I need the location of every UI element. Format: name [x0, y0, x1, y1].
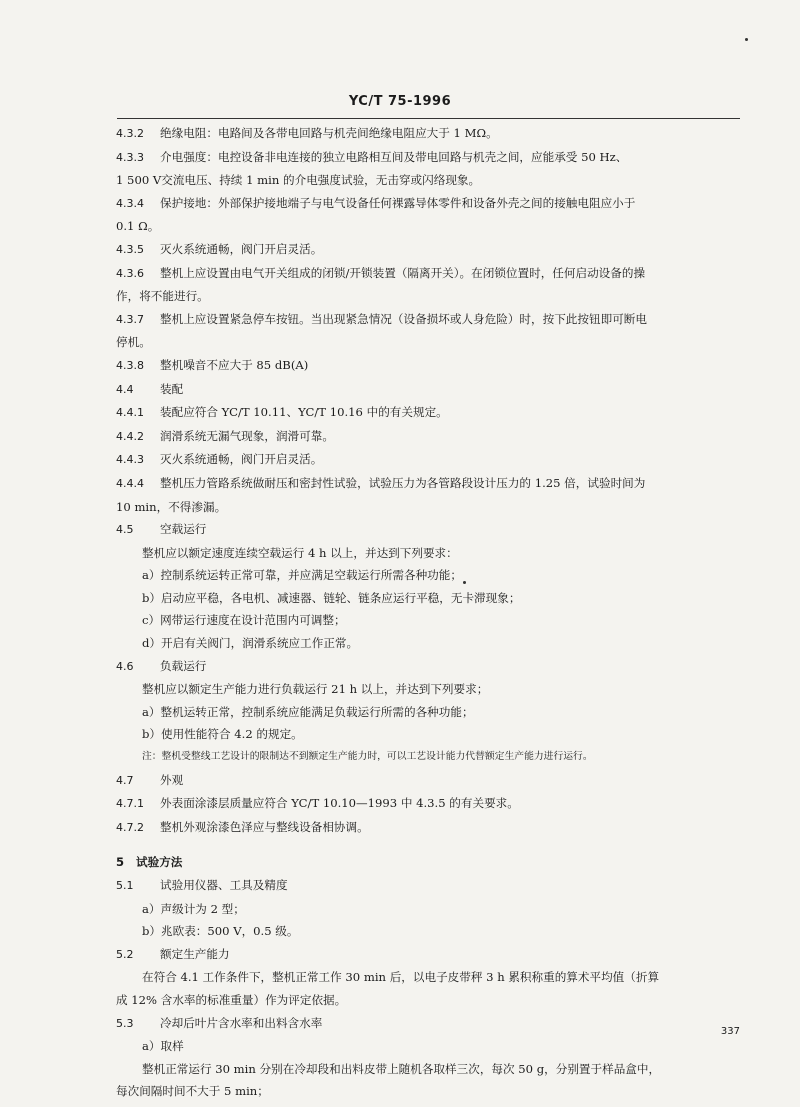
clause-text: 装配	[160, 381, 184, 396]
text-line	[116, 636, 740, 650]
clause-text: d）开启有关阀门，润滑系统应工作正常。	[142, 636, 359, 651]
clause-line	[116, 947, 740, 962]
clause-text: a）声级计为 2 型；	[142, 901, 245, 916]
clause-number: 4.4	[116, 382, 134, 396]
text-line	[116, 1084, 740, 1098]
clause-number: 4.7.1	[116, 797, 144, 811]
clause-text: 介电强度：电控设备非电连接的独立电路相互间及带电回路与机壳之间，应能承受 50 Hz、	[160, 149, 628, 164]
clause-text: 冷却后叶片含水率和出料含水率	[160, 1015, 323, 1030]
section-5-heading	[116, 855, 740, 869]
clause-text: c）网带运行速度在设计范围内可调整；	[142, 613, 346, 628]
text-line	[116, 902, 740, 916]
clause-number: 4.4.2	[116, 429, 144, 443]
clause-line	[116, 522, 740, 537]
clause-text: 整机上应设置紧急停车按钮。当出现紧急情况（设备损坏或人身危险）时，按下此按钮即可断电	[160, 311, 647, 326]
clause-number: 4.4.4	[116, 476, 144, 490]
clause-text: 作，将不能进行。	[116, 289, 209, 304]
clause-text: b）启动应平稳，各电机、减速器、链轮、链条应运行平稳，无卡滞现象；	[142, 590, 521, 605]
text-line	[116, 705, 740, 719]
section-5-number: 5	[116, 855, 125, 870]
clause-number: 4.3.4	[116, 196, 144, 210]
page-header-code: YC/T 75-1996	[348, 94, 452, 109]
clause-number: 4.4.1	[116, 406, 144, 420]
text-line	[116, 924, 740, 938]
clause-number: 4.4.3	[116, 453, 144, 467]
clause-line	[116, 878, 740, 893]
clause-text: 1 500 V交流电压、持续 1 min 的介电强度试验，无击穿或闪络现象。	[116, 173, 481, 188]
page-number: 337	[720, 1026, 740, 1037]
text-line	[116, 1062, 740, 1076]
clause-number: 4.3.5	[116, 242, 144, 256]
clause-line	[116, 820, 740, 835]
text-line	[116, 219, 740, 233]
clause-text: 整机正常运行 30 min 分别在冷却段和出料皮带上随机各取样三次，每次 50 g，分别置于样品盒中，	[142, 1061, 661, 1076]
clause-text: 在符合 4.1 工作条件下，整机正常工作 30 min 后，以电子皮带秤 3 h 累积称重的算术平均值（折算	[142, 970, 660, 985]
clause-text: 试验用仪器、工具及精度	[160, 878, 288, 892]
text-line	[116, 500, 740, 514]
clause-number: 4.3.3	[116, 150, 144, 164]
clause-text: 外表面涂漆层质量应符合 YC/T 10.10—1993 中 4.3.5 的有关要求。	[160, 796, 519, 811]
clause-text: a）整机运转正常，控制系统应能满足负载运行所需的各种功能；	[142, 704, 474, 719]
clause-number: 4.3.8	[116, 358, 144, 372]
clause-line	[116, 196, 740, 211]
clause-line	[116, 659, 740, 674]
text-line	[116, 546, 740, 560]
clause-text: 保护接地：外部保护接地端子与电气设备任何裸露导体零件和设备外壳之间的接触电阻应小于	[160, 195, 636, 210]
clause-text: 10 min，不得渗漏。	[116, 499, 227, 514]
clause-number: 4.3.2	[116, 127, 144, 140]
scan-speck	[463, 581, 466, 584]
clause-number: 4.7.2	[116, 820, 144, 834]
clause-number: 4.7	[116, 773, 134, 787]
text-line	[116, 613, 740, 627]
text-line	[116, 727, 740, 741]
clause-number: 4.3.6	[116, 266, 144, 280]
clause-line	[116, 476, 740, 491]
clause-text: 0.1 Ω。	[116, 219, 160, 234]
text-line	[116, 970, 740, 984]
clause-text: a）取样	[142, 1039, 184, 1054]
clause-number: 5.3	[116, 1016, 134, 1030]
clause-text: 停机。	[116, 335, 151, 350]
clause-line	[116, 405, 740, 420]
clause-number: 5.2	[116, 947, 134, 961]
clause-line	[116, 1016, 740, 1031]
clause-text: 绝缘电阻：电路间及各带电回路与机壳间绝缘电阻应大于 1 MΩ。	[160, 126, 498, 140]
scan-speck	[745, 38, 748, 41]
clause-text: 注：整机受整线工艺设计的限制达不到额定生产能力时，可以工艺设计能力代替额定生产能力进行运行。	[142, 751, 593, 763]
clause-text: 整机上应设置由电气开关组成的闭锁/开锁装置（隔离开关）。在闭锁位置时，任何启动设备的操	[160, 265, 646, 280]
clause-list-4	[116, 126, 740, 835]
clause-number: 5.1	[116, 879, 134, 892]
text-line	[116, 335, 740, 349]
text-line	[116, 591, 740, 605]
clause-text: 整机外观涂漆色泽应与整线设备相协调。	[160, 819, 369, 834]
clause-list-5	[116, 878, 740, 1098]
clause-line	[116, 312, 740, 327]
clause-text: 润滑系统无漏气现象，润滑可靠。	[160, 428, 334, 443]
document-body	[116, 126, 740, 1107]
clause-text: a）控制系统运转正常可靠，并应满足空载运行所需各种功能；	[142, 568, 462, 583]
clause-line	[116, 773, 740, 788]
text-line	[116, 682, 740, 696]
header-rule	[117, 118, 740, 119]
note-line	[116, 750, 740, 764]
clause-line	[116, 382, 740, 397]
clause-number: 4.5	[116, 523, 134, 537]
clause-text: 空载运行	[160, 522, 207, 537]
clause-number: 4.3.7	[116, 312, 144, 326]
text-line	[116, 173, 740, 187]
clause-text: b）使用性能符合 4.2 的规定。	[142, 727, 303, 742]
clause-number: 4.6	[116, 659, 134, 673]
clause-line	[116, 242, 740, 257]
clause-text: 整机应以额定生产能力进行负载运行 21 h 以上，并达到下列要求；	[142, 682, 489, 697]
clause-line	[116, 429, 740, 444]
clause-text: 整机噪音不应大于 85 dB(A)	[160, 357, 309, 372]
text-line	[116, 993, 740, 1007]
clause-text: 负载运行	[160, 658, 207, 673]
clause-text: b）兆欧表：500 V，0.5 级。	[142, 924, 299, 939]
clause-line	[116, 358, 740, 373]
text-line	[116, 289, 740, 303]
clause-text: 整机应以额定速度连续空载运行 4 h 以上，并达到下列要求：	[142, 545, 458, 560]
clause-text: 装配应符合 YC/T 10.11、YC/T 10.16 中的有关规定。	[160, 405, 448, 420]
clause-text: 灭火系统通畅，阀门开启灵活。	[160, 452, 323, 467]
clause-line	[116, 150, 740, 165]
clause-line	[116, 452, 740, 467]
clause-text: 每次间隔时间不大于 5 min；	[116, 1084, 269, 1099]
clause-text: 外观	[160, 772, 184, 787]
text-line	[116, 1039, 740, 1053]
text-line	[116, 568, 740, 582]
section-gap	[116, 843, 740, 855]
clause-line	[116, 796, 740, 811]
clause-text: 成 12% 含水率的标准重量）作为评定依据。	[116, 992, 347, 1007]
section-5-title: 试验方法	[136, 855, 183, 870]
clause-line	[116, 126, 740, 141]
clause-text: 灭火系统通畅，阀门开启灵活。	[160, 241, 323, 256]
clause-text: 整机压力管路系统做耐压和密封性试验，试验压力为各管路段设计压力的 1.25 倍，试验时间为	[160, 475, 646, 490]
clause-text: 额定生产能力	[160, 946, 230, 961]
clause-line	[116, 266, 740, 281]
